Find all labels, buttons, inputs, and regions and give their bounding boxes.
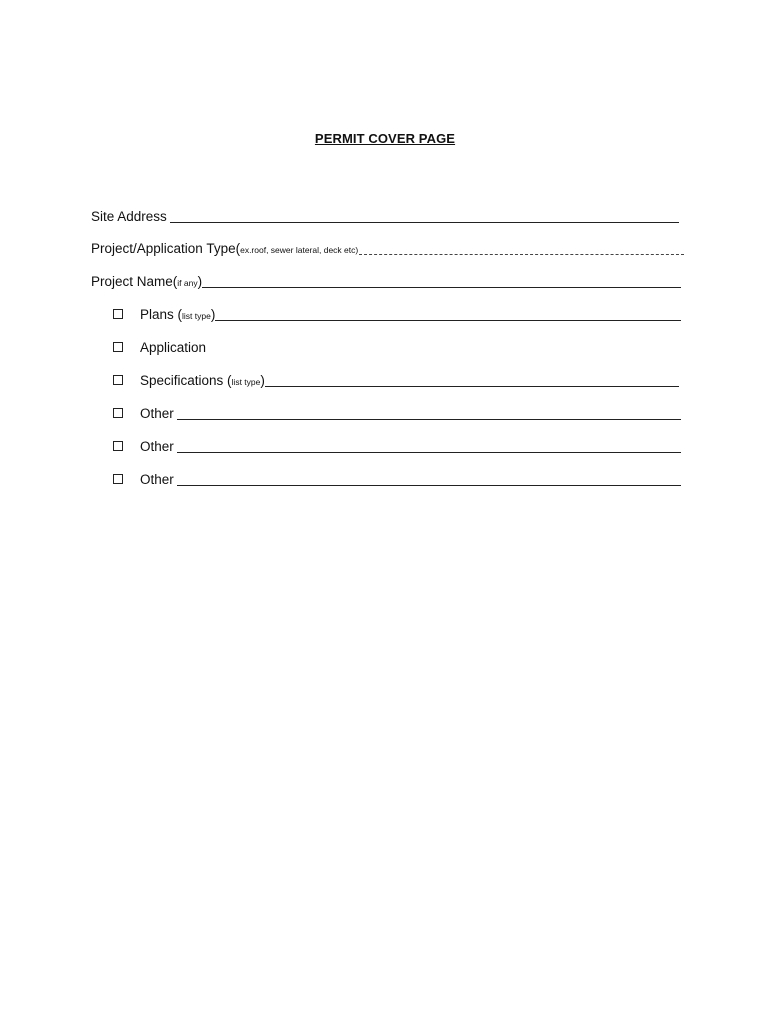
checklist-item-close-paren: ): [260, 373, 265, 388]
project-type-hint: ex.roof, sewer lateral, deck etc): [240, 245, 359, 255]
project-name-label: Project Name(: [91, 274, 178, 289]
project-name-hint: if any: [177, 278, 198, 288]
other-checkbox[interactable]: [113, 441, 123, 451]
checklist-item-other: [113, 435, 681, 455]
specifications-field[interactable]: [265, 386, 679, 387]
page-title: PERMIT COVER PAGE: [314, 131, 456, 146]
other-checkbox[interactable]: [113, 408, 123, 418]
project-type-field[interactable]: [359, 254, 684, 255]
project-name-field[interactable]: [202, 287, 681, 288]
checklist-item-hint: list type: [231, 377, 261, 387]
checklist-item-close-paren: ): [210, 307, 216, 322]
site-address-field[interactable]: [170, 222, 679, 223]
checklist-item-label: Other: [140, 406, 174, 421]
checklist-item-plans: [113, 303, 681, 323]
project-name-close-paren: ): [197, 274, 203, 289]
plans-field[interactable]: [215, 320, 681, 321]
checklist-item-other: [113, 402, 681, 422]
application-checkbox[interactable]: [113, 342, 123, 352]
plans-checkbox[interactable]: [113, 309, 123, 319]
other-field[interactable]: [177, 419, 681, 420]
checklist-item-label: Application: [140, 340, 207, 355]
project-type-row: [91, 237, 684, 257]
other-field[interactable]: [177, 485, 681, 486]
checklist-item-hint: list type: [182, 311, 211, 321]
other-field[interactable]: [177, 452, 681, 453]
checklist-item-application: [113, 336, 681, 356]
site-address-row: [91, 205, 679, 225]
project-type-label: Project/Application Type(: [91, 241, 241, 256]
other-checkbox[interactable]: [113, 474, 123, 484]
checklist-item-label: Specifications (: [140, 373, 232, 388]
checklist-item-label: Other: [140, 439, 174, 454]
checklist-item-label: Plans (: [140, 307, 183, 322]
project-name-row: [91, 270, 681, 290]
checklist-item-specifications: [113, 369, 679, 389]
site-address-label: Site Address: [91, 209, 167, 224]
specifications-checkbox[interactable]: [113, 375, 123, 385]
checklist-item-other: [113, 468, 681, 488]
checklist-item-label: Other: [140, 472, 174, 487]
